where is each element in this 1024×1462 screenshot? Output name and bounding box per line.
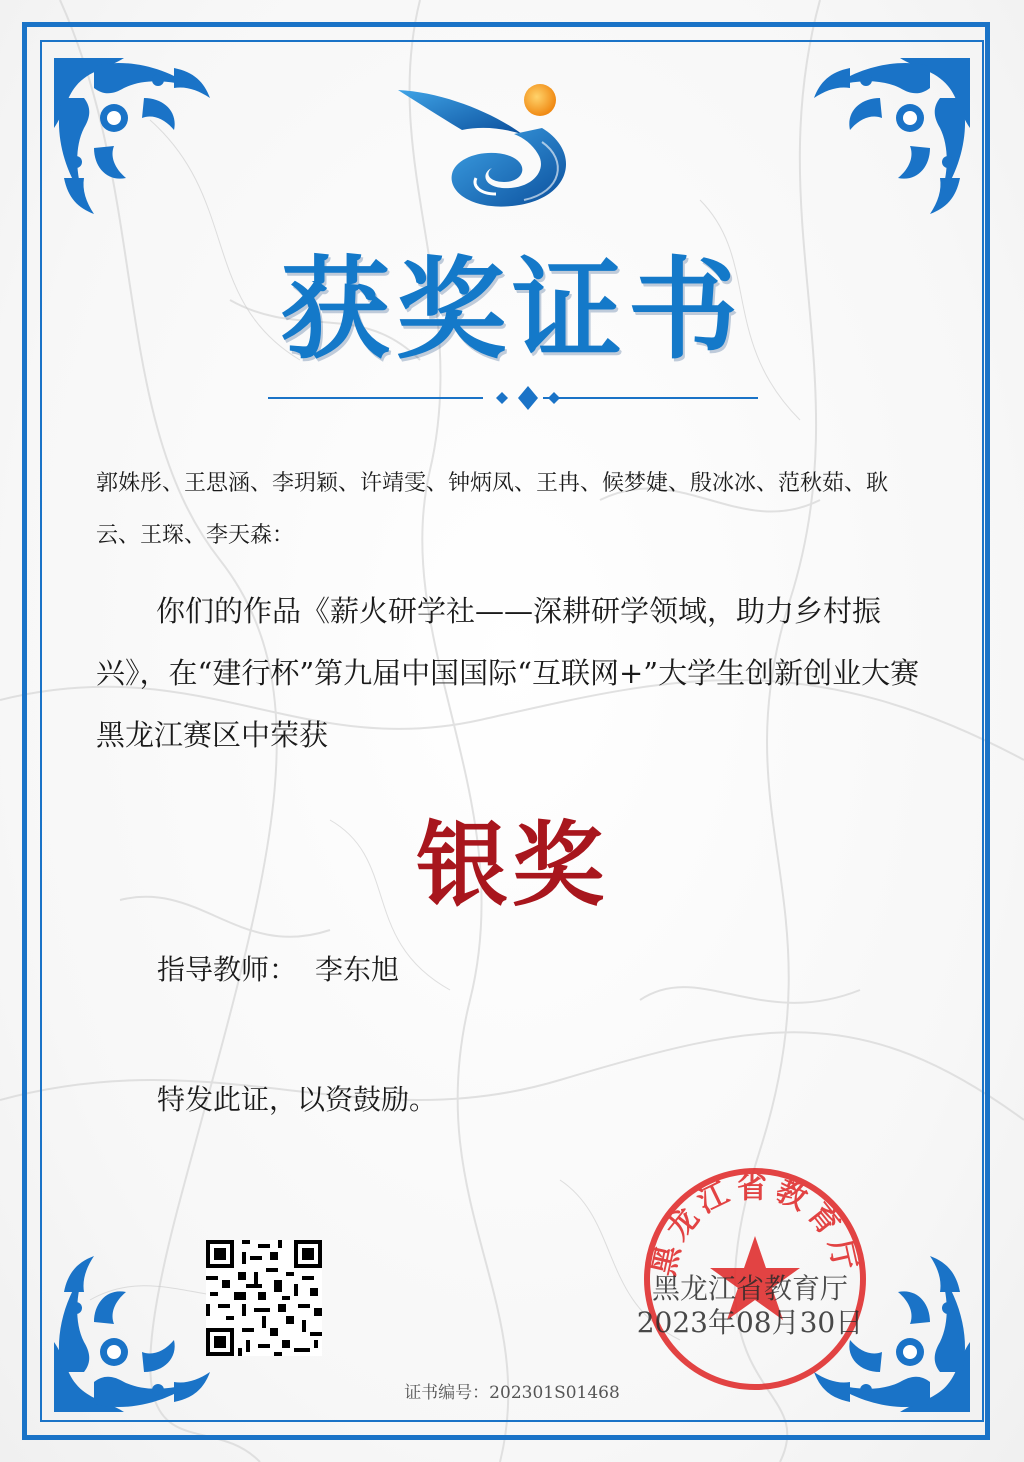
certificate-number: 证书编号：202301S01468 [404,1383,620,1403]
advisor-line [157,948,399,988]
issue-date: 2023年08月30日 [636,1306,864,1339]
issuer-block [630,1272,870,1340]
certificate-title: 获奖证书 [280,245,744,374]
corner-ornament-icon [54,58,214,218]
seal-text: 黑龙江省教育厅 [646,1170,864,1280]
recipient-names: 郭姝彤、王思涵、李玥颖、许靖雯、钟炳凤、王冉、候梦婕、殷冰冰、范秋茹、耿云、王琛、李天森： [96,471,889,548]
award-description: 你们的作品《薪火研学社——深耕研学领域，助力乡村振兴》，在“建行杯”第九届中国国际“互联网+”大学生创新创业大赛黑龙江赛区中荣获 [96,594,920,752]
advisor-name: 李东旭 [315,953,400,986]
corner-ornament-icon [810,58,970,218]
title-divider [268,384,758,412]
closing-statement: 特发此证，以资鼓励。 [157,1083,438,1116]
qr-code-icon[interactable] [206,1240,322,1356]
logo-icon [392,82,602,212]
advisor-label: 指导教师： [157,953,298,986]
issuer-name: 黑龙江省教育厅 [651,1272,848,1305]
award-level: 银奖 [415,811,608,919]
